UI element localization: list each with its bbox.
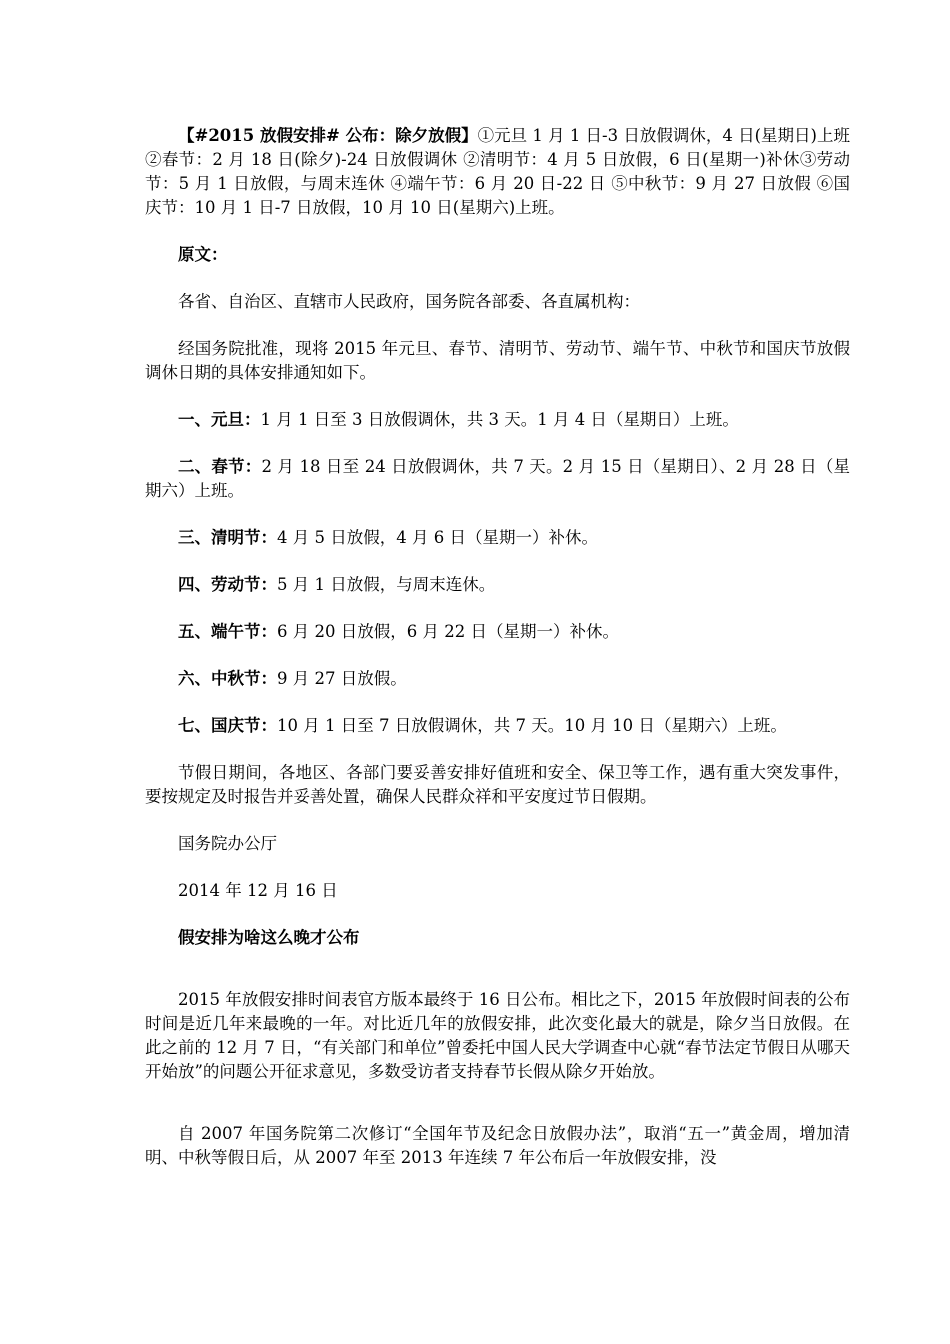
addressee: 各省、自治区、直辖市人民政府，国务院各部委、各直属机构： [178, 292, 640, 311]
holiday-label: 四、劳动节： [178, 575, 277, 594]
holiday-text: 4 月 5 日放假，4 月 6 日（星期一）补休。 [277, 528, 598, 547]
holiday-text: 9 月 27 日放假。 [277, 669, 407, 688]
intro-text: ①元旦 1 月 1 日-3 日放假调休，4 日(星期日)上班②春节：2 月 18 日(除夕)-24 日放假调休 ②清明节：4 月 5 日放假，6 日(星期一)补休③劳动节：5 月 1 日放假，与周末连休 ④端午节：6 月 20 日-22 日 ⑤中秋节：9 月 27 日放假 ⑥国庆节：10 月 1 日-7 日放假，10 月 10 日(星期六)上班。 [145, 126, 850, 217]
holiday-text: 5 月 1 日放假，与周末连休。 [277, 575, 496, 594]
original-heading: 原文： [178, 245, 228, 264]
intro-paragraph [145, 124, 850, 220]
signature: 国务院办公厅 [178, 834, 277, 853]
holiday-item [145, 667, 850, 691]
holiday-text: 1 月 1 日至 3 日放假调休，共 3 天。1 月 4 日（星期日）上班。 [260, 410, 739, 429]
holiday-text: 6 月 20 日放假，6 月 22 日（星期一）补休。 [277, 622, 619, 641]
holiday-item [145, 526, 850, 550]
closing-paragraph: 节假日期间，各地区、各部门要妥善安排好值班和安全、保卫等工作，遇有重大突发事件，要按规定及时报告并妥善处置，确保人民群众祥和平安度过节日假期。 [145, 763, 850, 806]
holiday-text: 10 月 1 日至 7 日放假调休，共 7 天。10 月 10 日（星期六）上班。 [277, 716, 787, 735]
holiday-label: 二、春节： [178, 457, 262, 476]
body-paragraph-1: 2015 年放假安排时间表官方版本最终于 16 日公布。相比之下，2015 年放假时间表的公布时间是近几年来最晚的一年。对比近几年的放假安排，此次变化最大的就是，除夕当日放假。在此之前的 12 月 7 日，“有关部门和单位”曾委托中国人民大学调查中心就“春节法定节假日从哪天开始放”的问题公开征求意见，多数受访者支持春节长假从除夕开始放。 [145, 990, 850, 1081]
holiday-item [145, 573, 850, 597]
holiday-item [145, 408, 850, 432]
holiday-item [145, 620, 850, 644]
intro-lead: 【#2015 放假安排# 公布：除夕放假】 [178, 126, 478, 145]
section-heading: 假安排为啥这么晚才公布 [178, 928, 360, 947]
holiday-text: 2 月 18 日至 24 日放假调休，共 7 天。2 月 15 日（星期日）、2 月 28 日（星期六）上班。 [145, 457, 850, 500]
body-paragraph-2: 自 2007 年国务院第二次修订“全国年节及纪念日放假办法”，取消“五一”黄金周，增加清明、中秋等假日后，从 2007 年至 2013 年连续 7 年公布后一年放假安排，没 [145, 1124, 850, 1167]
holiday-item [145, 714, 850, 738]
signature-date: 2014 年 12 月 16 日 [178, 881, 338, 900]
holiday-label: 六、中秋节： [178, 669, 277, 688]
holiday-item [145, 455, 850, 503]
notice-intro: 经国务院批准，现将 2015 年元旦、春节、清明节、劳动节、端午节、中秋节和国庆节放假调休日期的具体安排通知如下。 [145, 339, 850, 382]
holiday-label: 五、端午节： [178, 622, 277, 641]
holiday-label: 三、清明节： [178, 528, 277, 547]
holiday-label: 一、元旦： [178, 410, 261, 429]
holiday-label: 七、国庆节： [178, 716, 277, 735]
